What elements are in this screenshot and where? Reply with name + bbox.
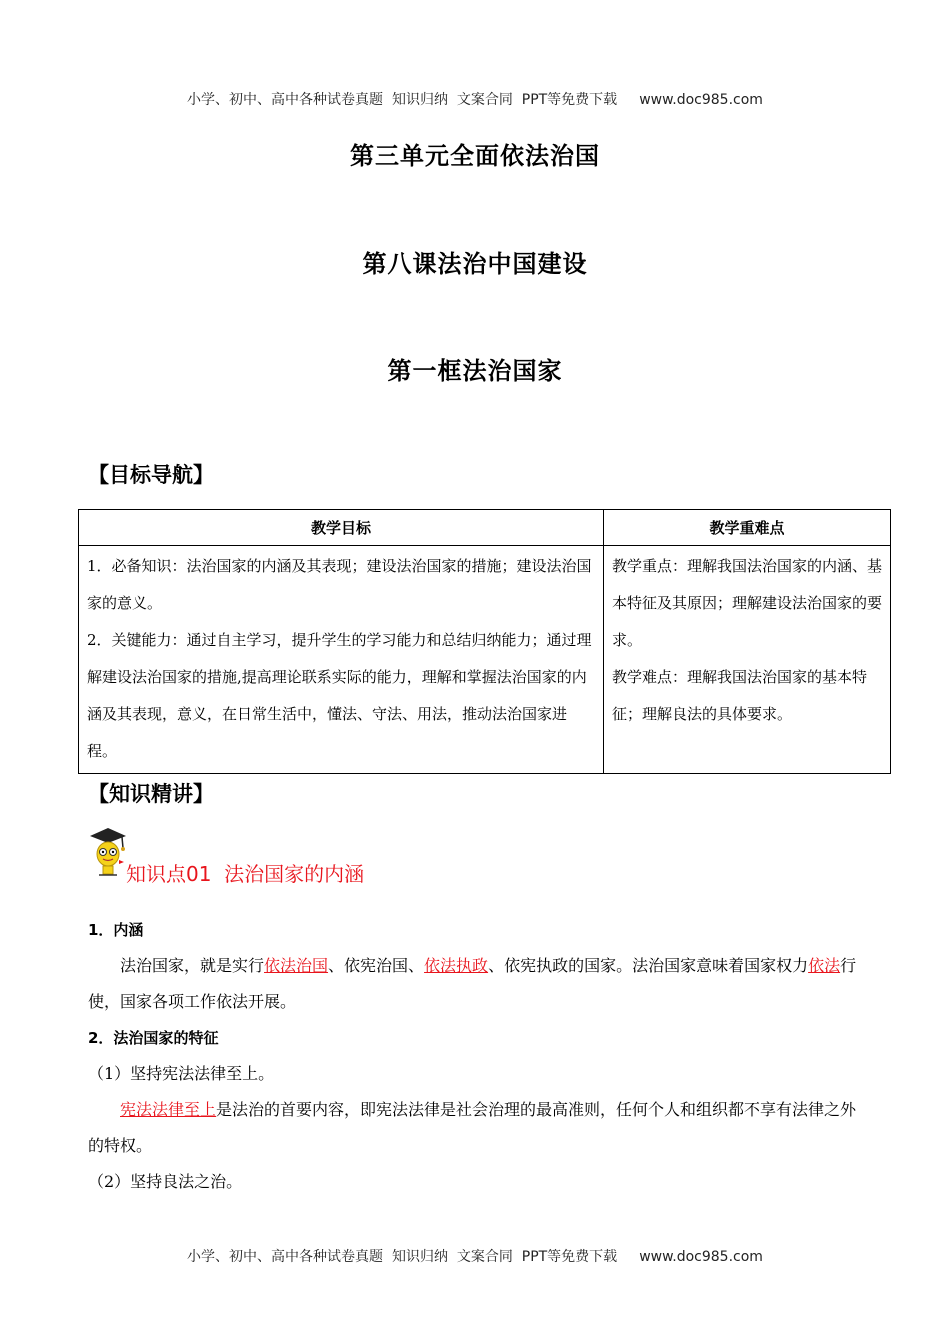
goals-table (78, 509, 891, 774)
page-header (0, 89, 950, 109)
goals-item-knowledge: 1．必备知识：法治国家的内涵及其表现；建设法治国家的措施；建设法治国家的意义。 (87, 557, 592, 612)
unit-title: 第三单元全面依法治国 (350, 142, 600, 170)
knowledge-body (88, 912, 864, 1200)
footer-url[interactable]: www.doc985.com (639, 1249, 763, 1265)
s2-text: 是法治的首要内容，即宪法法律是社会治理的最高准则，任何个人和组织都不享有法律之外的特权。 (88, 1100, 857, 1155)
goals-difficulty: 教学难点：理解我国法治国家的基本特征；理解良法的具体要求。 (612, 668, 868, 723)
header-text: 小学、初中、高中各种试卷真题 知识归纳 文案合同 PPT等免费下载 (187, 92, 618, 108)
s1-text-a: 法治国家，就是实行 (120, 956, 265, 975)
section-2-item-1: （1）坚持宪法法律至上。 (88, 1064, 275, 1083)
goals-col1-cell (79, 546, 604, 774)
knowledge-point-title: 知识点01 法治国家的内涵 (126, 862, 365, 886)
section-1-paragraph (88, 948, 864, 1020)
goals-col2-cell (604, 546, 891, 774)
goals-col1-header: 教学目标 (79, 510, 604, 546)
s1-highlight-1: 依法治国 (264, 956, 329, 975)
goals-focus: 教学重点：理解我国法治国家的内涵、基本特征及其原因；理解建设法治国家的要求。 (612, 557, 883, 649)
goals-col2-header: 教学重难点 (604, 510, 891, 546)
knowledge-heading: 【知识精讲】 (88, 782, 214, 806)
graduate-mascot-icon (88, 826, 128, 878)
knowledge-point-banner (88, 826, 408, 886)
footer-text: 小学、初中、高中各种试卷真题 知识归纳 文案合同 PPT等免费下载 (187, 1249, 618, 1265)
section-2-title: 2．法治国家的特征 (88, 1029, 219, 1047)
goals-item-ability: 2．关键能力：通过自主学习，提升学生的学习能力和总结归纳能力；通过理解建设法治国家的措施,提高理论联系实际的能力，理解和掌握法治国家的内涵及其表现，意义，在日常生活中，懂法、守法、用法，推动法治国家进程。 (87, 631, 592, 760)
section-1-title: 1．内涵 (88, 921, 144, 939)
frame-title: 第一框法治国家 (387, 357, 563, 385)
lesson-title: 第八课法治中国建设 (362, 250, 588, 278)
s1-text-b: 、依宪治国、 (328, 956, 425, 975)
section-2-paragraph (88, 1092, 864, 1164)
header-url[interactable]: www.doc985.com (639, 92, 763, 108)
s2-highlight: 宪法法律至上 (120, 1100, 217, 1119)
section-2-item-2: （2）坚持良法之治。 (88, 1172, 243, 1191)
s1-highlight-2: 依法执政 (424, 956, 489, 975)
page-footer (0, 1246, 950, 1266)
goals-heading: 【目标导航】 (88, 463, 214, 487)
s1-text-d: 行使，国家各项工作依法开展。 (88, 956, 857, 1011)
s1-text-c: 、依宪执政的国家。法治国家意味着国家权力 (488, 956, 809, 975)
s1-highlight-3: 依法 (808, 956, 841, 975)
